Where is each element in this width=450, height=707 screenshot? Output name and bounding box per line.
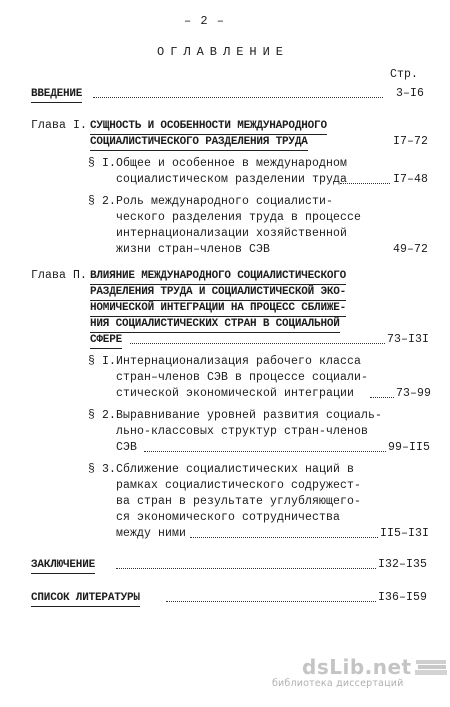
chapter-title-line: СУЩНОСТЬ И ОСОБЕННОСТИ МЕЖДУНАРОДНОГО xyxy=(90,118,327,135)
section-number: § I. xyxy=(88,157,117,170)
toc-entry-label: СПИСОК ЛИТЕРАТУРЫ xyxy=(31,590,140,607)
toc-entry-label: ВВЕДЕНИЕ xyxy=(31,86,82,103)
dot-leader xyxy=(166,601,376,602)
section-title-line: ва стран в результате углубляющего- xyxy=(116,495,362,508)
section-number: § 2. xyxy=(88,409,117,422)
page-column-header: Стр. xyxy=(390,68,419,81)
section-title-line: Выравнивание уровней развития социаль- xyxy=(116,409,383,422)
section-title-line: стической экономической интеграции xyxy=(116,387,355,400)
section-pages: 73–99 xyxy=(396,387,432,400)
section-title-line: рамках социалистического содружест- xyxy=(116,479,362,492)
watermark xyxy=(272,655,450,689)
toc-entry-pages: I32–I35 xyxy=(378,558,428,571)
section-title-line: ческого разделения труда в процессе xyxy=(116,211,362,224)
section-title-line: ся экономического сотрудничества xyxy=(116,511,341,524)
section-pages: 49–72 xyxy=(393,243,429,256)
section-title-line: Общее и особенное в международном xyxy=(116,157,348,170)
section-title-line: Интернационализация рабочего класса xyxy=(116,355,362,368)
section-title-line: СЭВ xyxy=(116,441,138,454)
section-title-line: интернационализации хозяйственной xyxy=(116,227,348,240)
page-number: – 2 – xyxy=(184,14,226,28)
section-title-line: между ними xyxy=(116,527,187,540)
section-title-line: Роль международного социалисти- xyxy=(116,195,334,208)
watermark-subtitle: библиотека диссертаций xyxy=(272,678,404,689)
section-title-line: Сближение социалистических наций в xyxy=(116,463,355,476)
chapter-pages: 73–I3I xyxy=(387,333,430,346)
section-number: § 3. xyxy=(88,463,117,476)
toc-entry-pages: 3–I6 xyxy=(396,87,425,100)
section-pages: II5–I3I xyxy=(380,527,430,540)
dot-leader xyxy=(116,568,376,569)
section-pages: 99–II5 xyxy=(388,441,431,454)
section-title-line: стран–членов СЭВ в процессе социали- xyxy=(116,371,369,384)
dot-leader xyxy=(370,397,394,398)
chapter-label: Глава П. xyxy=(31,269,88,282)
chapter-title-line: НИЯ СОЦИАЛИСТИЧЕСКИХ СТРАН В СОЦИАЛЬНОЙ xyxy=(90,316,340,333)
section-title-line: жизни стран–членов СЭВ xyxy=(116,243,271,256)
chapter-label: Глава I. xyxy=(31,119,88,132)
chapter-title-line: РАЗДЕЛЕНИЯ ТРУДА И СОЦИАЛИСТИЧЕСКОЙ ЭКО- xyxy=(90,284,346,301)
book-stack-icon xyxy=(414,656,450,678)
chapter-title-line: ВЛИЯНИЕ МЕЖДУНАРОДНОГО СОЦИАЛИСТИЧЕСКОГО xyxy=(90,268,346,285)
section-title-line: льно-классовых структур стран-членов xyxy=(116,425,369,438)
toc-entry-label: ЗАКЛЮЧЕНИЕ xyxy=(31,557,95,574)
dot-leader xyxy=(144,451,386,452)
section-number: § I. xyxy=(88,355,117,368)
chapter-title-line: СОЦИАЛИСТИЧЕСКОГО РАЗДЕЛЕНИЯ ТРУДА xyxy=(90,134,308,151)
chapter-title-line: СФЕРЕ xyxy=(90,332,122,349)
chapter-pages: I7–72 xyxy=(393,135,429,148)
dot-leader xyxy=(190,537,378,538)
toc-entry-pages: I36–I59 xyxy=(378,591,428,604)
section-number: § 2. xyxy=(88,195,117,208)
toc-title: ОГЛАВЛЕНИЕ xyxy=(157,45,290,59)
chapter-title-line: НОМИЧЕСКОЙ ИНТЕГРАЦИИ НА ПРОЦЕСС СБЛИЖЕ- xyxy=(90,300,346,317)
watermark-logo: dsLib.net xyxy=(302,655,412,679)
section-pages: I7–48 xyxy=(393,173,429,186)
dot-leader xyxy=(93,97,383,98)
section-title-line: социалистическом разделении труда xyxy=(116,173,348,186)
dot-leader xyxy=(130,343,385,344)
dot-leader xyxy=(340,183,390,184)
